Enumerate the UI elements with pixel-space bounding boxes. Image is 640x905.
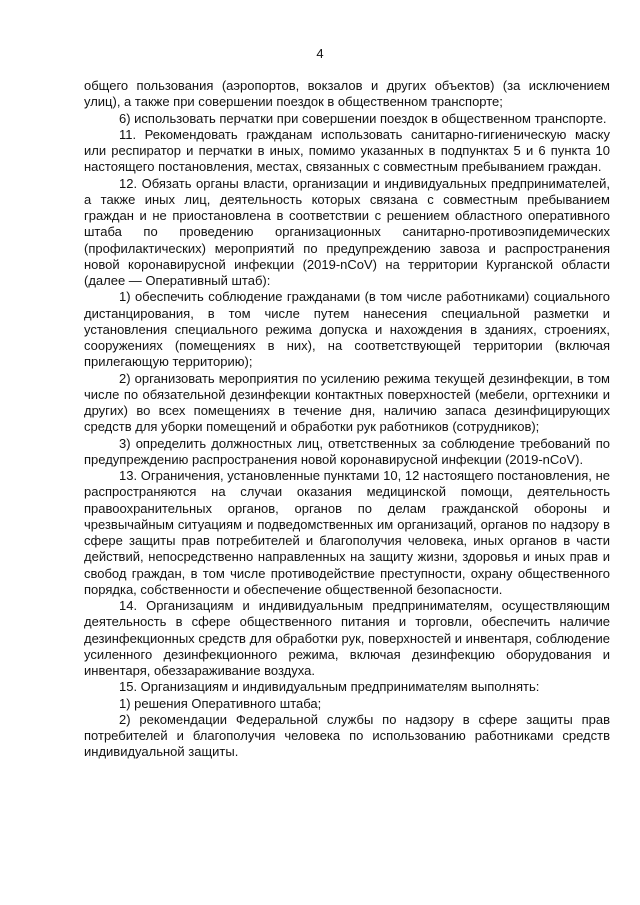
paragraph-15-2: 2) рекомендации Федеральной службы по надзору в сфере защиты прав потребителей и благополучия человека по использованию работниками средств индивидуальной защиты. [84,711,610,760]
paragraph-12-3: 3) определить должностных лиц, ответственных за соблюдение требований по предупреждению распространения новой коронавирусной инфекции (2019-nCoV). [84,435,610,467]
document-body [84,78,610,761]
paragraph-12-2: 2) организовать мероприятия по усилению режима текущей дезинфекции, в том числе по обязательной дезинфекции контактных поверхностей (мебели, оргтехники и других) во всех помещениях в течение дня, наличию запаса дезинфицирующих средств для уборки помещений и обработки рук работников (сотрудников); [84,370,610,435]
paragraph-12: 12. Обязать органы власти, организации и индивидуальных предпринимателей, а также иных лиц, деятельность которых связана с совместным пребыванием граждан и не приостановлена в соответствии с решением областного оперативного штаба по проведению организационных санитарно-противоэпидемических (профилактических) мероприятий по предупреждению завоза и распространения новой коронавирусной инфекции (2019-nCoV) на территории Курганской области (далее — Оперативный штаб): [84,175,610,288]
paragraph-11: 11. Рекомендовать гражданам использовать санитарно-гигиеническую маску или респиратор и перчатки в иных, помимо указанных в подпунктах 5 и 6 пункта 10 настоящего постановления, местах, связанных с совместным пребыванием граждан. [84,126,610,175]
paragraph-13: 13. Ограничения, установленные пунктами 10, 12 настоящего постановления, не распространяются на случаи оказания медицинской помощи, деятельность правоохранительных органов, органов по делам гражданской обороны и чрезвычайным ситуациям и подведомственных им организаций, органов по надзору в сфере защиты прав потребителей и благополучия человека, иных органов в части действий, непосредственно направленных на защиту жизни, здоровья и иных прав и свобод граждан, в том числе противодействие преступности, охрану общественного порядка, собственности и обеспечение общественной безопасности. [84,468,610,597]
paragraph-15-1: 1) решения Оперативного штаба; [119,695,322,711]
paragraph-10-6: 6) использовать перчатки при совершении поездок в общественном транспорте. [119,110,607,126]
paragraph-continuation: общего пользования (аэропортов, вокзалов и других объектов) (за исключением улиц), а также при совершении поездок в общественном транспорте; [84,78,610,110]
paragraph-12-1: 1) обеспечить соблюдение гражданами (в том числе работниками) социального дистанцирования, в том числе путем нанесения специальной разметки и установления специального режима допуска и нахождения в зданиях, строениях, сооружениях (помещениях в них), на соответствующей территории (включая прилегающую территорию); [84,289,610,370]
paragraph-14: 14. Организациям и индивидуальным предпринимателям, осуществляющим деятельность в сфере общественного питания и торговли, обеспечить наличие дезинфекционных средств для обработки рук, поверхностей и инвентаря, соблюдение усиленного дезинфекционного режима, включая дезинфекцию оборудования и инвентаря, обеззараживание воздуха. [84,598,610,678]
page-number: 4 [316,46,324,61]
paragraph-15: 15. Организациям и индивидуальным предпринимателям выполнять: [119,679,540,695]
